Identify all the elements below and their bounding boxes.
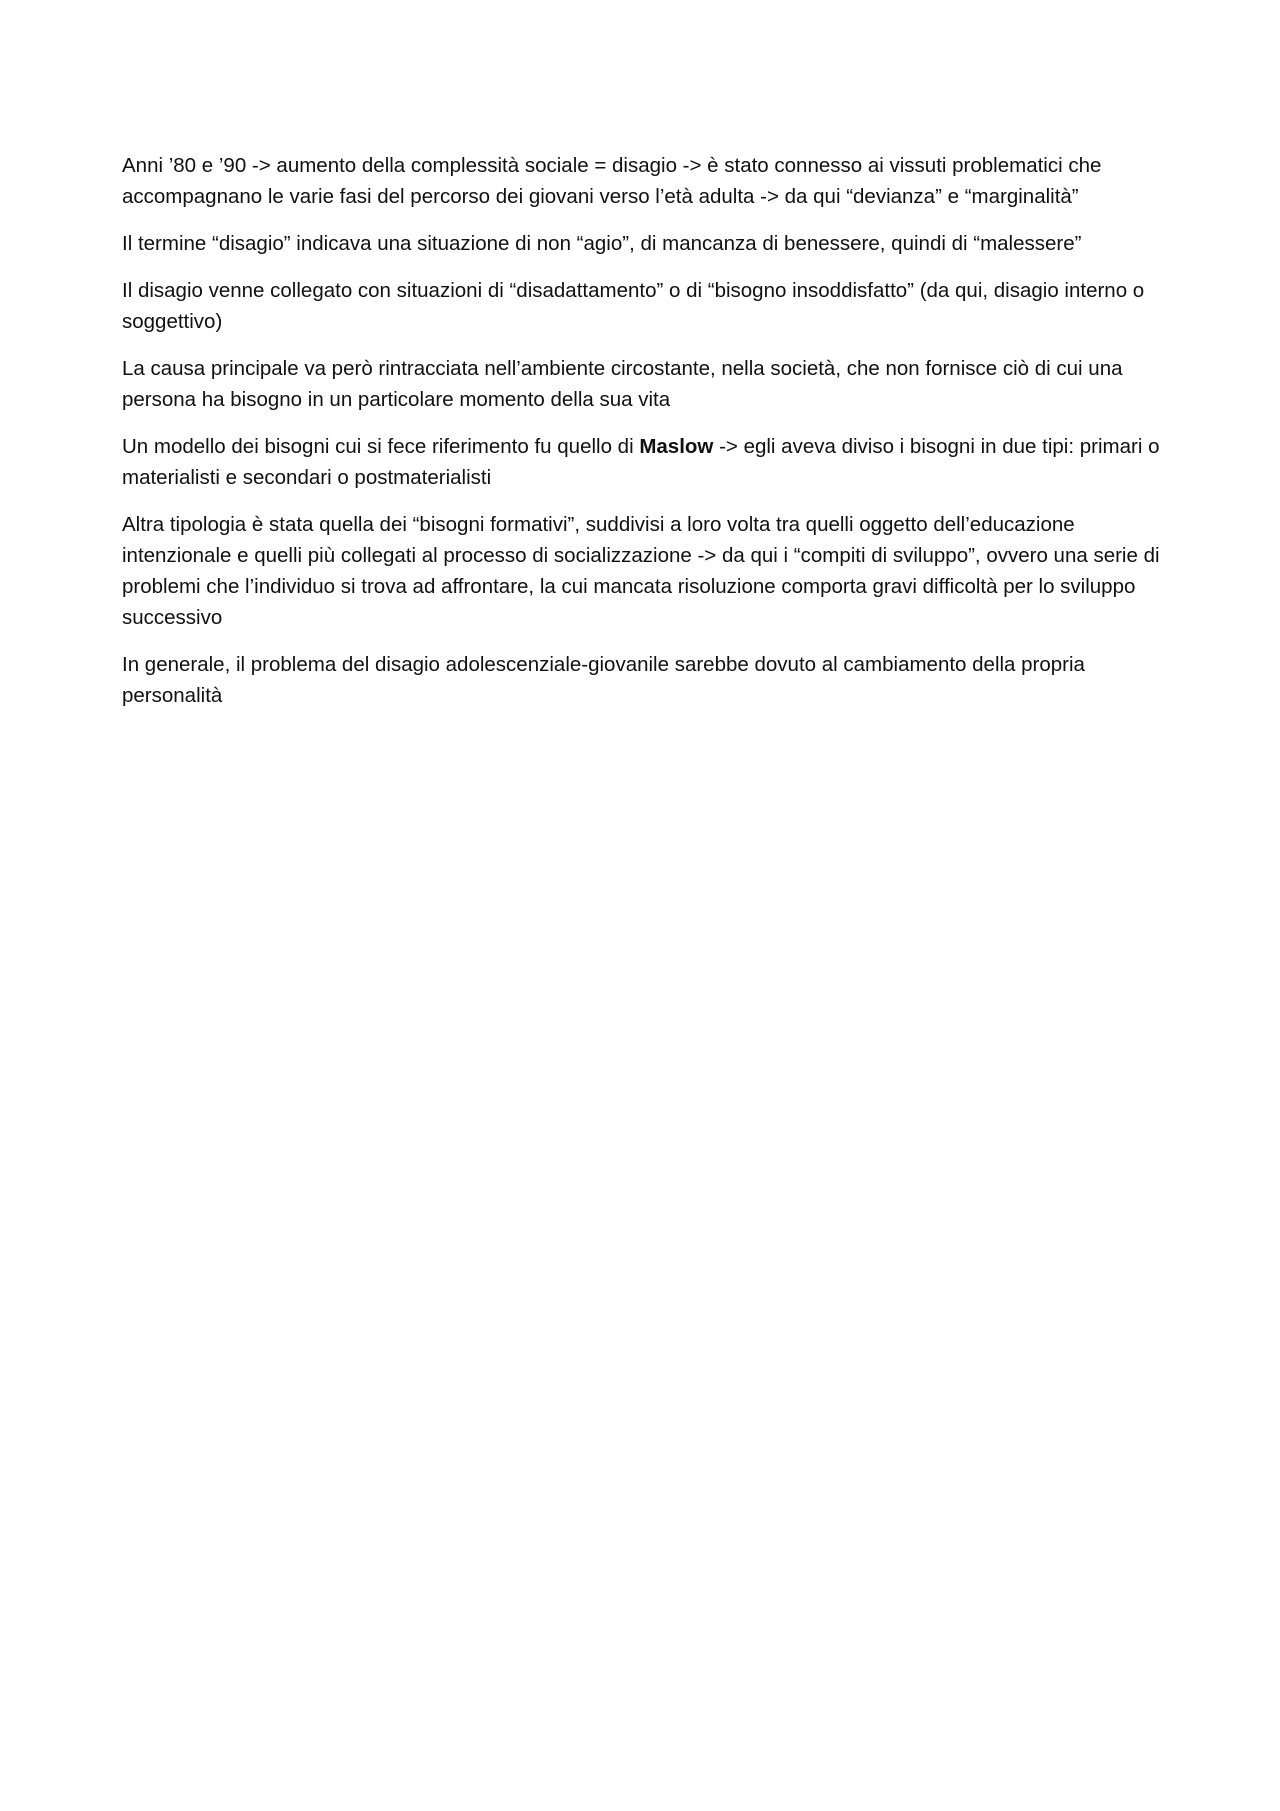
paragraph-1: Anni ’80 e ’90 -> aumento della complessità sociale = disagio -> è stato connesso ai vissuti problematici che accompagnano le varie fasi del percorso dei giovani verso l’età adulta -> da qui “devianza” e “marginalità” (122, 154, 1102, 208)
paragraph-5-tail: -> egli aveva diviso i bisogni in due tipi: primari o materialisti e secondari o postmaterialisti (122, 435, 1160, 489)
paragraph-4: La causa principale va però rintracciata nell’ambiente circostante, nella società, che non fornisce ciò di cui una persona ha bisogno in un particolare momento della sua vita (122, 357, 1123, 411)
maslow-bold-term: Maslow (639, 435, 714, 458)
paragraph-6: Altra tipologia è stata quella dei “bisogni formativi”, suddivisi a loro volta tra quelli oggetto dell’educazione intenzionale e quelli più collegati al processo di socializzazione -> da qui i “compiti di sviluppo”, ovvero una serie di problemi che l’individuo si trova ad affrontare, la cui mancata risoluzione comporta gravi difficoltà per lo sviluppo successivo (122, 513, 1160, 629)
paragraph-7: In generale, il problema del disagio adolescenziale-giovanile sarebbe dovuto al cambiamento della propria personalità (122, 653, 1085, 707)
paragraph-5-lead: Un modello dei bisogni cui si fece riferimento fu quello di (122, 435, 640, 458)
document-body (122, 150, 1172, 727)
paragraph-5 (122, 431, 1172, 493)
paragraph-3: Il disagio venne collegato con situazioni di “disadattamento” o di “bisogno insoddisfatto” (da qui, disagio interno o soggettivo) (122, 279, 1145, 333)
paragraph-2: Il termine “disagio” indicava una situazione di non “agio”, di mancanza di benessere, quindi di “malessere” (122, 232, 1082, 255)
